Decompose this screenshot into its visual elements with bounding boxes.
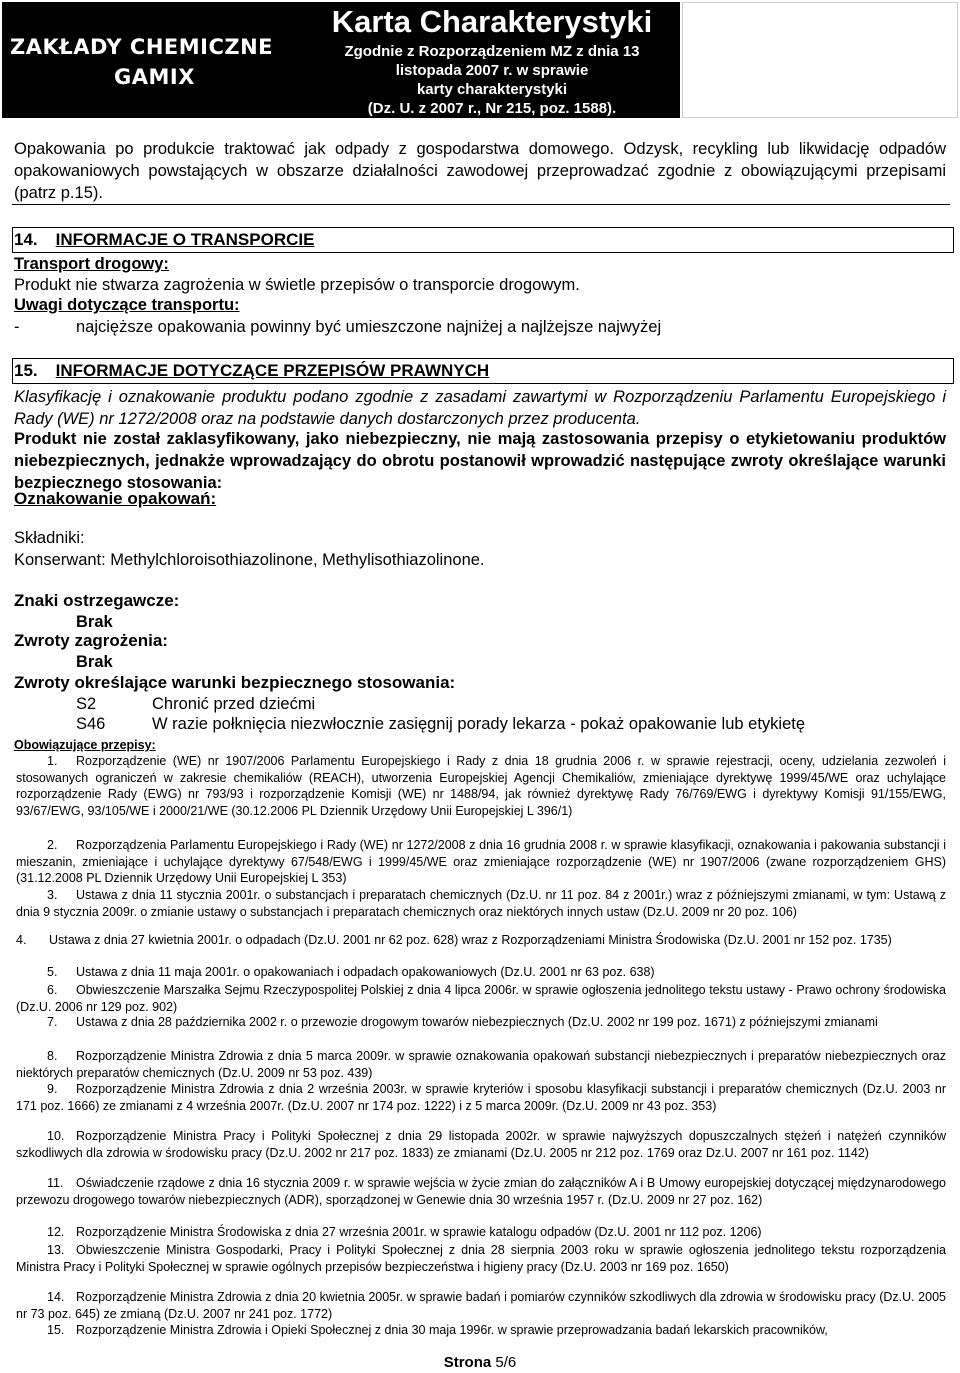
company-logo: [2, 2, 304, 118]
regulation-item: [16, 1242, 946, 1275]
regulation-text: Rozporządzenie (WE) nr 1907/2006 Parlamentu Europejskiego i Rady z dnia 18 grudnia 2006 r. w sprawie rejestracji, oceny, udzielania zezwoleń i stosowanych ograniczeń w zakresie chemikaliów (REACH), utworzenia Europejskiej Agencji Chemikaliów, zmieniające dyrektywę 1999/45/WE oraz uchylające rozporządzenie Rady (EWG) nr 793/93 i rozporządzenie Komisji (WE) nr 1488/94, jak również dyrektywę Rady 76/769/EWG i dyrektywy Komisji 91/155/EWG, 93/67/EWG, 93/105/WE i 2000/21/WE (30.12.2006 PL Dziennik Urzędowy Unii Europejskiej L 396/1): [16, 754, 946, 818]
regulation-number: 7.: [47, 1015, 58, 1029]
section-14-title: INFORMACJE O TRANSPORCIE: [55, 230, 315, 249]
regulation-number: 1.: [47, 754, 58, 768]
regulation-item: [16, 1322, 946, 1339]
regulation-item: [16, 887, 946, 920]
regulation-text: Obwieszczenie Ministra Gospodarki, Pracy i Polityki Społecznej z dnia 28 sierpnia 2003 roku w sprawie ogłoszenia jednolitego tekstu rozporządzenia Ministra Pracy i Polityki Społecznej w sprawie ogólnych przepisów bezpieczeństwa i higieny pracy (Dz.U. 2003 nr 169 poz. 1650): [16, 1243, 946, 1274]
regulation-item: [16, 1081, 946, 1114]
header-empty-cell: [682, 2, 958, 118]
labelling-statement: Produkt nie został zaklasyfikowany, jako niebezpieczny, nie mają zastosowania przepisy o etykietowaniu produktów niebezpiecznych, jednakże wprowadzający do obrotu postanowił wprowadzić następujące zwroty określające warunki bezpiecznego stosowania:: [14, 430, 946, 492]
regulation-number: 12.: [47, 1225, 65, 1239]
regulation-text: Rozporządzenie Ministra Zdrowia z dnia 20 kwietnia 2005r. w sprawie badań i pomiarów czynników szkodliwych dla zdrowia w środowisku pracy (Dz.U. 2005 nr 73 poz. 645) ze zmianą (Dz.U. 2007 nr 241 poz. 1772): [16, 1290, 946, 1321]
regulation-item: [16, 1224, 946, 1241]
regulation-number: 3.: [47, 888, 58, 902]
regulation-item: [16, 753, 946, 819]
regulation-item: [16, 837, 946, 887]
safety-phrase-text: W razie połknięcia niezwłocznie zasięgnij porady lekarza - pokaż opakowanie lub etykietę: [152, 715, 806, 733]
subtitle-line: listopada 2007 r. w sprawie: [395, 62, 589, 79]
subtitle-line: (Dz. U. z 2007 r., Nr 215, poz. 1588).: [367, 100, 617, 117]
title-block: [304, 2, 680, 118]
packaging-label: Oznakowanie opakowań:: [14, 489, 217, 508]
section-15-title: INFORMACJE DOTYCZĄCE PRZEPISÓW PRAWNYCH: [55, 361, 490, 380]
regulation-number: 15.: [47, 1323, 65, 1337]
regulation-item: [16, 1175, 946, 1208]
regulation-number: 2.: [47, 838, 58, 852]
regulation-text: Rozporządzenie Ministra Środowiska z dnia 27 września 2001r. w sprawie katalogu odpadów (Dz.U. 2001 nr 112 poz. 1206): [76, 1225, 762, 1239]
regulation-number: 6.: [47, 983, 58, 997]
safety-phrase-text: Chronić przed dziećmi: [152, 695, 316, 713]
company-name-line2: GAMIX: [114, 65, 195, 89]
subtitle-line: karty charakterystyki: [416, 81, 568, 98]
regulation-number: 11.: [47, 1176, 64, 1190]
divider: [12, 204, 950, 205]
section-15-heading: [14, 360, 489, 382]
safety-phrases-label: Zwroty określające warunki bezpiecznego stosowania:: [14, 673, 456, 692]
regulation-item: [16, 964, 946, 981]
risk-phrases-value: Brak: [76, 653, 113, 671]
warning-signs-value: Brak: [76, 613, 113, 631]
regulation-number: 9.: [47, 1082, 58, 1096]
regulation-text: Ustawa z dnia 27 kwietnia 2001r. o odpadach (Dz.U. 2001 nr 62 poz. 628) wraz z Rozporządzeniami Ministra Środowiska (Dz.U. 2001 nr 152 poz. 1735): [49, 933, 892, 947]
document-title: Karta Charakterystyki: [331, 4, 653, 39]
page-number: 5/6: [495, 1354, 517, 1371]
regulation-text: Rozporządzenie Ministra Pracy i Polityki Społecznej z dnia 29 listopada 2002r. w sprawie najwyższych dopuszczalnych stężeń i natężeń czynników szkodliwych dla zdrowia w środowisku pracy (Dz.U. 2002 nr 217 poz. 1833) ze zmianami (Dz.U. 2005 nr 212 poz. 1769 oraz Dz.U. 2007 nr 161 poz. 1142): [16, 1129, 946, 1160]
document-subtitle: [304, 42, 680, 118]
regulation-number: 5.: [47, 965, 58, 979]
regulation-number: 8.: [47, 1049, 58, 1063]
safety-phrase-code: S46: [76, 715, 106, 733]
road-transport-label: Transport drogowy:: [14, 255, 169, 273]
preservative-text: Konserwant: Methylchloroisothiazolinone, Methylisothiazolinone.: [14, 551, 485, 569]
section-14-heading: [14, 229, 314, 251]
subtitle-line: Zgodnie z Rozporządzeniem MZ z dnia 13: [344, 43, 640, 60]
regulation-number: 4.: [16, 933, 27, 947]
ingredients-label: Składniki:: [14, 529, 85, 547]
regulation-text: Rozporządzenie Ministra Zdrowia i Opieki Społecznej z dnia 30 maja 1996r. w sprawie przeprowadzania badań lekarskich pracowników,: [76, 1323, 828, 1337]
risk-phrases-label: Zwroty zagrożenia:: [14, 631, 168, 650]
regulation-text: Rozporządzenie Ministra Zdrowia z dnia 2 września 2003r. w sprawie kryteriów i sposobu klasyfikacji substancji i preparatów chemicznych (Dz.U. 2003 nr 171 poz. 1666) ze zmianami z 4 września 2007r. (Dz.U. 2007 nr 174 poz. 1222) i z 5 marca 2009r. (Dz.U. 2009 nr 43 poz. 353): [16, 1082, 946, 1113]
regulation-item: [16, 982, 946, 1015]
regulation-item: [16, 1128, 946, 1161]
regulations-label: Obowiązujące przepisy:: [14, 738, 156, 752]
regulation-text: Rozporządzenia Parlamentu Europejskiego i Rady (WE) nr 1272/2008 z dnia 16 grudnia 2008 r. w sprawie klasyfikacji, oznakowania i pakowania substancji i mieszanin, zmieniające i uchylające dyrektywy 67/548/EWG i 1999/45/WE oraz zmieniające rozporządzenie (WE) nr 1907/2006 (zwane rozporządzeniem GHS) (31.12.2008 PL Dziennik Urzędowy Unii Europejskiej L 353): [16, 838, 946, 886]
road-transport-text: Produkt nie stwarza zagrożenia w świetle przepisów o transporcie drogowym.: [14, 276, 580, 294]
document-header: [0, 0, 960, 122]
regulation-item: [16, 1014, 946, 1031]
regulation-text: Ustawa z dnia 28 października 2002 r. o przewozie drogowym towarów niebezpiecznych (Dz.U. 2002 nr 199 poz. 1671) z późniejszymi zmianami: [76, 1015, 878, 1029]
company-name-line1: ZAKŁADY CHEMICZNE: [10, 35, 274, 59]
transport-notes-label: Uwagi dotyczące transportu:: [14, 296, 240, 314]
regulation-number: 13.: [47, 1243, 65, 1257]
warning-signs-label: Znaki ostrzegawcze:: [14, 591, 180, 610]
regulation-text: Rozporządzenie Ministra Zdrowia z dnia 5 marca 2009r. w sprawie oznakowania opakowań substancji niebezpiecznych i preparatów niebezpiecznych oraz niektórych preparatów chemicznych (Dz.U. 2009 nr 53 poz. 439): [16, 1049, 946, 1080]
page-label: Strona: [443, 1354, 492, 1371]
regulation-number: 14.: [47, 1290, 65, 1304]
regulation-text: Ustawa z dnia 11 stycznia 2001r. o substancjach i preparatach chemicznych (Dz.U. nr 11 poz. 84 z 2001r.) wraz z późniejszymi zmianami, w tym: Ustawą z dnia 9 stycznia 2009r. o zmianie ustawy o substancjach i preparatach chemicznych oraz niektórych innych ustaw (Dz.U. 2009 nr 20 poz. 106): [16, 888, 946, 919]
section-15-number: 15.: [14, 361, 38, 380]
disposal-paragraph: Opakowania po produkcie traktować jak odpady z gospodarstwa domowego. Odzysk, recykling lub likwidację odpadów opakowaniowych powstających w obszarze działalności zawodowej przeprowadzać zgodnie z obowiązującymi przepisami (patrz p.15).: [14, 140, 946, 202]
regulation-item: [16, 1289, 946, 1322]
regulation-number: 10.: [47, 1129, 65, 1143]
transport-notes-text: najcięższe opakowania powinny być umieszczone najniżej a najlżejsze najwyżej: [76, 318, 662, 336]
page-footer: [0, 1354, 960, 1372]
classification-paragraph: Klasyfikację i oznakowanie produktu podano zgodnie z zasadami zawartymi w Rozporządzeniu Parlamentu Europejskiego i Rady (WE) nr 1272/2008 oraz na podstawie danych dostarczonych przez producenta.: [14, 388, 946, 428]
section-14-number: 14.: [14, 230, 38, 249]
regulation-text: Obwieszczenie Marszałka Sejmu Rzeczypospolitej Polskiej z dnia 4 lipca 2006r. w sprawie ogłoszenia jednolitego tekstu ustawy - Prawo ochrony środowiska (Dz.U. 2006 nr 129 poz. 902): [16, 983, 946, 1014]
regulation-text: Ustawa z dnia 11 maja 2001r. o opakowaniach i odpadach opakowaniowych (Dz.U. 2001 nr 63 poz. 638): [76, 965, 655, 979]
transport-notes-dash: -: [14, 318, 20, 336]
regulation-item: [16, 932, 946, 949]
safety-phrase-code: S2: [76, 695, 97, 713]
regulation-item: [16, 1048, 946, 1081]
regulation-text: Oświadczenie rządowe z dnia 16 stycznia 2009 r. w sprawie wejścia w życie zmian do załączników A i B Umowy europejskiej dotyczącej międzynarodowego przewozu drogowego towarów niebezpiecznych (ADR), sporządzonej w Genewie dnia 30 września 1957 r. (Dz.U. 2009 nr 27 poz. 162): [16, 1176, 946, 1207]
